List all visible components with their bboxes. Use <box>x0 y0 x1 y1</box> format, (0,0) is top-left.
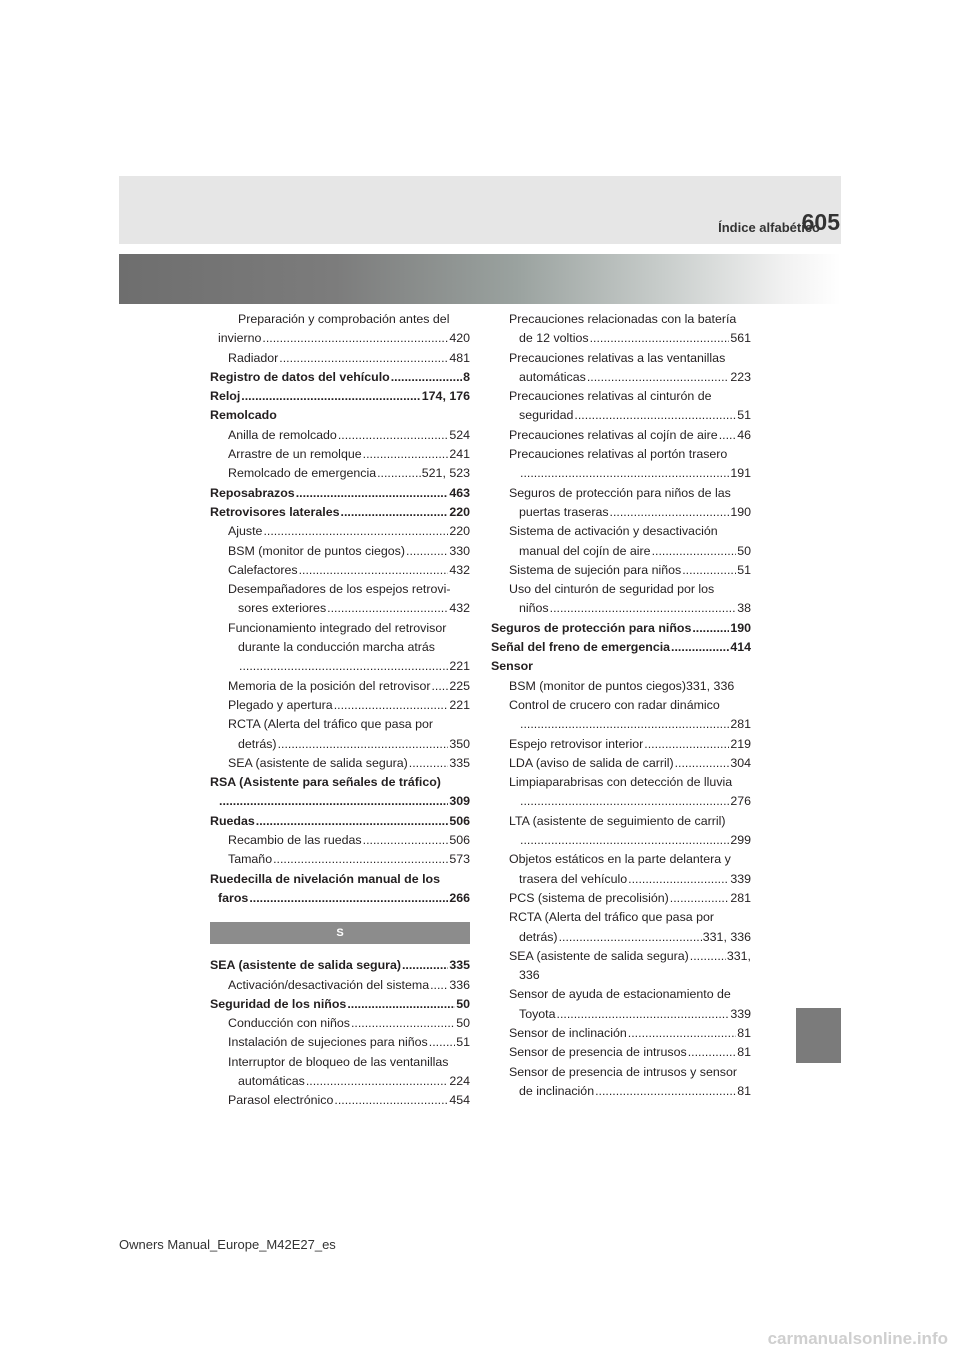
index-entry <box>210 464 470 483</box>
dot-leader <box>610 503 730 522</box>
index-entry-text: BSM (monitor de puntos ciegos) <box>228 543 405 558</box>
index-entry-page: 299 <box>730 833 751 848</box>
dot-leader <box>520 831 729 850</box>
dot-leader <box>429 1033 455 1052</box>
dot-leader <box>644 735 729 754</box>
index-entry <box>210 1033 470 1052</box>
index-entry-page: 336 <box>449 977 470 992</box>
index-entry-page: 524 <box>449 427 470 442</box>
index-entry-page: 81 <box>737 1025 751 1040</box>
index-entry-text: Reloj <box>210 389 241 404</box>
watermark: carmanualsonline.info <box>767 1329 948 1348</box>
index-entry-text: Sistema de activación y desactivación <box>509 524 718 539</box>
index-entry-text: Radiador <box>228 350 279 365</box>
index-entry <box>491 406 751 425</box>
footer-text: Owners Manual_Europe_M42E27_es <box>119 1237 336 1252</box>
index-entry <box>210 976 470 995</box>
dot-leader <box>595 1082 736 1101</box>
dot-leader <box>239 657 448 676</box>
index-entry <box>491 619 751 638</box>
index-entry <box>210 599 470 618</box>
index-entry-page: 220 <box>449 504 470 519</box>
dot-leader <box>338 426 448 445</box>
index-entry-text: Funcionamiento integrado del retrovisor <box>228 620 447 635</box>
index-entry-page: 219 <box>730 736 751 751</box>
index-entry <box>210 522 470 541</box>
index-entry <box>491 1043 751 1062</box>
index-entry-text: Control de crucero con radar dinámico <box>509 697 720 712</box>
index-entry-page: 223 <box>730 369 751 384</box>
index-entry <box>491 1005 751 1024</box>
index-entry-page: 304 <box>730 755 751 770</box>
index-entry-text: Precauciones relativas a las ventanillas <box>509 350 726 365</box>
index-entry-page: 281 <box>730 717 751 732</box>
index-entry <box>210 677 470 696</box>
index-column-left <box>210 310 470 1111</box>
index-entry-text: durante la conducción marcha atrás <box>238 640 435 655</box>
index-entry-text: Toyota <box>519 1006 556 1021</box>
index-entry <box>491 928 751 947</box>
index-entry <box>491 850 751 869</box>
index-entry-text: niños <box>519 601 549 616</box>
index-entry <box>491 889 751 908</box>
dot-leader <box>520 464 729 483</box>
index-entry-text: Ajuste <box>228 524 263 539</box>
index-entry-text: de inclinación <box>519 1083 595 1098</box>
index-entry-text: Memoria de la posición del retrovisor <box>228 678 431 693</box>
index-entry <box>491 870 751 889</box>
dot-leader <box>278 735 449 754</box>
index-entry-page: 220 <box>449 524 470 539</box>
index-entry-text: Remolcado <box>210 408 277 423</box>
index-entry-text: Ruedas <box>210 813 255 828</box>
index-entry <box>491 1063 751 1082</box>
index-entry <box>210 870 470 889</box>
index-entry <box>491 657 751 676</box>
index-entry <box>210 426 470 445</box>
index-entry-page: 50 <box>456 996 470 1011</box>
index-entry-page: 335 <box>449 755 470 770</box>
index-entry-text: detrás) <box>238 736 277 751</box>
dot-leader <box>241 387 420 406</box>
dot-leader <box>279 349 448 368</box>
index-entry-text: Registro de datos del vehículo <box>210 369 390 384</box>
index-entry-page: 335 <box>449 958 470 973</box>
index-entry-text: Seguros de protección para niños <box>491 620 692 635</box>
index-entry <box>491 677 751 696</box>
index-entry-text: RSA (Asistente para señales de tráfico) <box>210 775 441 790</box>
dot-leader <box>334 1091 448 1110</box>
index-entry-text: Uso del cinturón de seguridad por los <box>509 582 715 597</box>
index-entry-page: 8 <box>463 369 470 384</box>
index-entry <box>491 908 751 927</box>
dot-leader <box>688 1043 736 1062</box>
index-entry <box>210 580 470 599</box>
index-entry-page: 51 <box>456 1035 470 1050</box>
index-entry <box>491 754 751 773</box>
dot-leader <box>263 522 448 541</box>
index-entry <box>210 310 470 329</box>
dot-leader <box>574 406 736 425</box>
index-entry-text: RCTA (Alerta del tráfico que pasa por <box>509 910 715 925</box>
dot-leader <box>628 1024 736 1043</box>
index-entry-text: manual del cojín de aire <box>519 543 651 558</box>
dot-leader <box>249 889 448 908</box>
index-entry-page: 420 <box>449 331 470 346</box>
index-entry-page: 276 <box>730 794 751 809</box>
index-entry <box>210 387 470 406</box>
index-entry-text: Precauciones relativas al portón trasero <box>509 447 728 462</box>
dot-leader <box>430 976 448 995</box>
index-entry-page: 432 <box>449 601 470 616</box>
index-entry-text: Anilla de remolcado <box>228 427 337 442</box>
index-entry <box>491 599 751 618</box>
index-entry <box>210 503 470 522</box>
index-entry-text: BSM (monitor de puntos ciegos)331, 336 <box>509 678 735 693</box>
index-entry-text: Sensor de ayuda de estacionamiento de <box>509 987 731 1002</box>
index-entry <box>491 715 751 734</box>
index-column-right <box>491 310 751 1101</box>
index-entry-text: Ruedecilla de nivelación manual de los <box>210 871 440 886</box>
index-entry-text: Recambio de las ruedas <box>228 833 362 848</box>
dot-leader <box>671 638 729 657</box>
dot-leader <box>363 831 449 850</box>
dot-leader <box>520 715 729 734</box>
index-entry-page: 224 <box>449 1073 470 1088</box>
index-entry-text: trasera del vehículo <box>519 871 628 886</box>
dot-leader <box>347 995 455 1014</box>
index-entry-page: 561 <box>730 331 751 346</box>
chapter-side-tab <box>796 1008 841 1063</box>
index-entry-page: 481 <box>449 350 470 365</box>
index-entry <box>210 542 470 561</box>
index-entry-text: Tamaño <box>228 852 273 867</box>
index-entry-text: Plegado y apertura <box>228 697 333 712</box>
dot-leader <box>306 1072 449 1091</box>
dot-leader <box>692 619 729 638</box>
dot-leader <box>219 792 448 811</box>
index-entry-text: LTA (asistente de seguimiento de carril) <box>509 813 726 828</box>
index-entry-page: 38 <box>737 601 751 616</box>
index-entry-page: 46 <box>737 427 751 442</box>
index-entry <box>491 966 751 985</box>
dot-leader <box>590 329 730 348</box>
index-entry <box>491 484 751 503</box>
index-entry-text: automáticas <box>238 1073 305 1088</box>
index-entry <box>210 889 470 908</box>
index-entry-text: Seguridad de los niños <box>210 996 347 1011</box>
index-entry-text: Calefactores <box>228 562 298 577</box>
index-entry <box>210 368 470 387</box>
dot-leader <box>587 368 730 387</box>
dot-leader <box>299 561 449 580</box>
index-entry <box>210 754 470 773</box>
index-entry-text: Conducción con niños <box>228 1016 350 1031</box>
index-entry <box>210 812 470 831</box>
dot-leader <box>409 754 449 773</box>
index-entry <box>210 792 470 811</box>
dot-leader <box>719 426 737 445</box>
section-header: S <box>210 922 470 944</box>
section-title: Índice alfabético <box>718 220 820 235</box>
index-entry <box>210 329 470 348</box>
index-entry-page: 51 <box>737 562 751 577</box>
index-entry <box>210 956 470 975</box>
index-entry-page: 463 <box>449 485 470 500</box>
index-entry-page: 174, 176 <box>421 389 470 404</box>
dot-leader <box>391 368 462 387</box>
index-entry <box>210 657 470 676</box>
index-entry-text: 336 <box>519 968 540 983</box>
index-entry-text: Seguros de protección para niños de las <box>509 485 731 500</box>
index-entry <box>491 812 751 831</box>
index-entry <box>210 484 470 503</box>
index-entry <box>210 619 470 638</box>
index-entry-text: SEA (asistente de salida segura) <box>210 958 401 973</box>
index-entry-text: SEA (asistente de salida segura) <box>228 755 408 770</box>
index-entry <box>491 1024 751 1043</box>
dot-leader <box>273 850 448 869</box>
dot-leader <box>406 542 448 561</box>
index-entry-text: PCS (sistema de precolisión) <box>509 890 669 905</box>
dot-leader <box>670 889 730 908</box>
index-entry-text: Sensor de inclinación <box>509 1025 627 1040</box>
index-entry-text: Sensor de presencia de intrusos <box>509 1045 687 1060</box>
index-entry-text: Sistema de sujeción para niños <box>509 562 682 577</box>
index-entry-text: faros <box>218 890 249 905</box>
index-entry <box>210 1053 470 1072</box>
index-entry <box>210 349 470 368</box>
index-entry <box>210 561 470 580</box>
dot-leader <box>327 599 448 618</box>
dot-leader <box>262 329 448 348</box>
index-entry-text: Objetos estáticos en la parte delantera y <box>509 852 731 867</box>
index-entry <box>491 445 751 464</box>
index-entry <box>210 735 470 754</box>
dot-leader <box>351 1014 455 1033</box>
index-entry-text: de 12 voltios <box>519 331 589 346</box>
index-entry-page: 331, <box>726 948 751 963</box>
dot-leader <box>550 599 737 618</box>
index-entry <box>491 329 751 348</box>
index-entry-text: seguridad <box>519 408 574 423</box>
index-entry-text: RCTA (Alerta del tráfico que pasa por <box>228 717 434 732</box>
index-entry-page: 350 <box>449 736 470 751</box>
dot-leader <box>520 792 729 811</box>
index-entry <box>491 773 751 792</box>
index-entry-text: Reposabrazos <box>210 485 295 500</box>
dot-leader <box>652 542 737 561</box>
dot-leader <box>256 812 449 831</box>
index-entry <box>491 985 751 1004</box>
index-entry-text: puertas traseras <box>519 504 609 519</box>
dot-leader <box>363 445 449 464</box>
index-entry <box>491 464 751 483</box>
index-entry-text: sores exteriores <box>238 601 327 616</box>
index-entry-page: 414 <box>730 640 751 655</box>
dot-leader <box>296 484 449 503</box>
index-entry-text: Sensor de presencia de intrusos y sensor <box>509 1064 737 1079</box>
index-entry-text: Arrastre de un remolque <box>228 447 362 462</box>
index-entry-text: Interruptor de bloqueo de las ventanillas <box>228 1054 449 1069</box>
index-entry <box>491 542 751 561</box>
index-entry-text: Activación/desactivación del sistema <box>228 977 430 992</box>
index-entry-page: 191 <box>730 466 751 481</box>
index-entry-page: 190 <box>730 504 751 519</box>
index-entry-text: Precauciones relativas al cojín de aire <box>509 427 718 442</box>
index-entry <box>491 947 751 966</box>
index-entry-page: 506 <box>449 813 470 828</box>
index-entry-text: Espejo retrovisor interior <box>509 736 644 751</box>
index-entry <box>491 561 751 580</box>
index-entry <box>491 368 751 387</box>
index-entry-page: 190 <box>730 620 751 635</box>
index-entry-page: 241 <box>449 447 470 462</box>
index-entry <box>491 349 751 368</box>
index-entry-text: Desempañadores de los espejos retrovi- <box>228 582 451 597</box>
index-entry <box>210 715 470 734</box>
index-entry-page: 506 <box>449 833 470 848</box>
index-entry <box>491 735 751 754</box>
index-entry-text: Parasol electrónico <box>228 1093 334 1108</box>
index-entry-text: invierno <box>218 331 262 346</box>
dot-leader <box>682 561 736 580</box>
index-entry-page: 81 <box>737 1045 751 1060</box>
index-entry-text: LDA (aviso de salida de carril) <box>509 755 674 770</box>
index-entry-page: 50 <box>456 1016 470 1031</box>
page-number: 605 <box>801 209 840 235</box>
index-entry-page: 221 <box>449 697 470 712</box>
index-entry <box>210 995 470 1014</box>
index-entry-page: 309 <box>449 794 470 809</box>
index-entry-page: 339 <box>730 1006 751 1021</box>
index-entry <box>210 1072 470 1091</box>
index-entry-text: Remolcado de emergencia <box>228 466 377 481</box>
index-entry-text: Preparación y comprobación antes del <box>238 312 450 326</box>
index-entry-text: Precauciones relativas al cinturón de <box>509 389 712 404</box>
index-entry <box>210 773 470 792</box>
index-entry <box>210 831 470 850</box>
index-entry <box>491 522 751 541</box>
dot-leader <box>675 754 730 773</box>
index-entry-text: Sensor <box>491 659 534 674</box>
index-entry <box>210 445 470 464</box>
index-entry <box>210 1091 470 1110</box>
index-entry-text: Retrovisores laterales <box>210 504 340 519</box>
index-entry-page: 50 <box>737 543 751 558</box>
index-entry-text: detrás) <box>519 929 558 944</box>
index-entry <box>491 696 751 715</box>
index-entry-page: 281 <box>730 890 751 905</box>
index-entry-page: 521, 523 <box>421 466 470 481</box>
index-entry <box>491 387 751 406</box>
index-entry-page: 331, 336 <box>702 929 751 944</box>
index-entry <box>491 426 751 445</box>
index-entry-text: Señal del freno de emergencia <box>491 640 671 655</box>
dot-leader <box>341 503 449 522</box>
index-entry-page: 339 <box>730 871 751 886</box>
index-entry <box>491 1082 751 1101</box>
index-entry-text: Precauciones relacionadas con la batería <box>509 312 737 326</box>
index-entry <box>210 406 470 425</box>
index-entry <box>491 831 751 850</box>
dot-leader <box>377 464 421 483</box>
index-entry-page: 81 <box>737 1083 751 1098</box>
index-entry <box>491 310 751 329</box>
index-entry <box>210 696 470 715</box>
dot-leader <box>628 870 729 889</box>
index-entry-text: Instalación de sujeciones para niños <box>228 1035 428 1050</box>
dot-leader <box>334 696 449 715</box>
dot-leader <box>557 1005 730 1024</box>
index-entry <box>210 1014 470 1033</box>
header-gradient-bar <box>119 254 841 304</box>
index-entry-page: 51 <box>737 408 751 423</box>
index-entry-text: automáticas <box>519 369 586 384</box>
index-entry <box>491 792 751 811</box>
index-entry-text: Limpiaparabrisas con detección de lluvia <box>509 775 733 790</box>
dot-leader <box>402 956 448 975</box>
index-entry-page: 454 <box>449 1093 470 1108</box>
index-entry-text: SEA (asistente de salida segura) <box>509 948 689 963</box>
index-entry-page: 221 <box>449 659 470 674</box>
dot-leader <box>690 947 726 966</box>
dot-leader <box>431 677 448 696</box>
index-entry-page: 266 <box>449 890 470 905</box>
dot-leader <box>559 928 702 947</box>
index-entry-page: 225 <box>449 678 470 693</box>
index-entry <box>491 638 751 657</box>
index-entry-page: 330 <box>449 543 470 558</box>
index-entry-page: 432 <box>449 562 470 577</box>
index-entry-page: 573 <box>449 852 470 867</box>
index-entry <box>210 638 470 657</box>
index-entry <box>210 850 470 869</box>
index-entry <box>491 580 751 599</box>
index-entry <box>491 503 751 522</box>
